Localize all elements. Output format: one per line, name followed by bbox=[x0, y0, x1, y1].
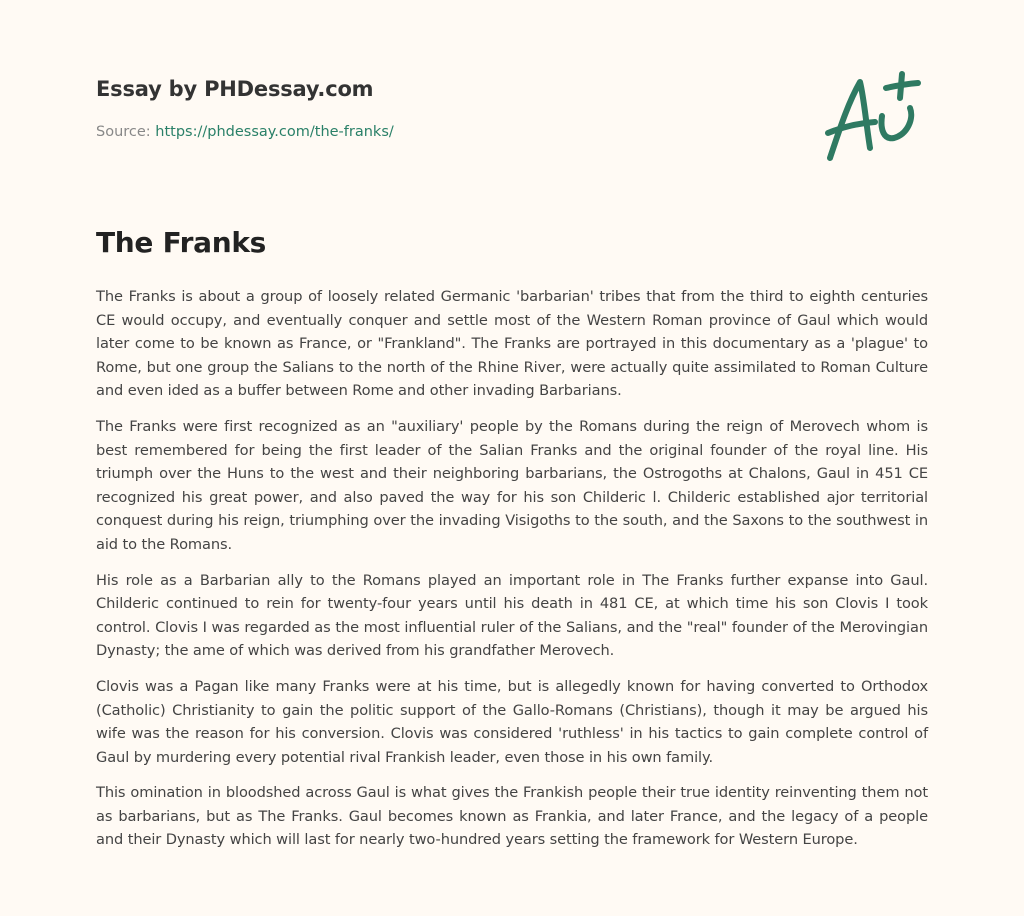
essay-paragraph: The Franks were first recognized as an "auxiliary' people by the Romans during the reign of Merovech whom is best remembered for being the first leader of the Salian Franks and the original founder of the royal line. His triumph over the Huns to the west and their neighboring barbarians, the Ostrogoths at Chalons, Gaul in 451 CE recognized his great power, and also paved the way for his son Childeric l. Childeric established ajor territorial conquest during his reign, triumphing over the invading Visigoths to the south, and the Saxons to the southwest in aid to the Romans. bbox=[96, 417, 928, 553]
essay-body bbox=[96, 285, 928, 864]
source-line bbox=[96, 124, 394, 140]
essay-paragraph: The Franks is about a group of loosely related Germanic 'barbarian' tribes that from the third to eighth centuries CE would occupy, and eventually conquer and settle most of the Western Roman province of Gaul which would later come to be known as France, or "Frankland". The Franks are portrayed in this documentary as a 'plague' to Rome, but one group the Salians to the north of the Rhine River, were actually quite assimilated to Roman Culture and even ided as a buffer between Rome and other invading Barbarians. bbox=[96, 288, 928, 400]
source-label: Source: bbox=[96, 124, 156, 140]
essay-paragraph: Clovis was a Pagan like many Franks were at his time, but is allegedly known for having converted to Orthodox (Catholic) Christianity to gain the politic support of the Gallo-Romans (Christians), though it may be argued his wife was the reason for his conversion. Clovis was considered 'ruthless' in his tactics to gain complete control of Gaul by murdering every potential rival Frankish leader, even those in his own family. bbox=[96, 677, 928, 766]
essay-paragraph: His role as a Barbarian ally to the Romans played an important role in The Franks further expanse into Gaul. Childeric continued to rein for twenty-four years until his death in 481 CE, at which time his son Clovis I took control. Clovis I was regarded as the most influential ruler of the Salians, and the "real" founder of the Merovingian Dynasty; the ame of which was derived from his grandfather Merovech. bbox=[96, 571, 928, 660]
site-title: Essay by PHDessay.com bbox=[96, 77, 374, 101]
essay-paragraph: This omination in bloodshed across Gaul is what gives the Frankish people their true identity reinventing them not as barbarians, but as The Franks. Gaul becomes known as Frankia, and later France, and the legacy of a people and their Dynasty which will last for nearly two-hundred years setting the framework for Western Europe. bbox=[96, 784, 928, 849]
essay-title: The Franks bbox=[96, 226, 267, 259]
a-plus-logo-icon bbox=[820, 68, 930, 168]
source-link[interactable]: https://phdessay.com/the-franks/ bbox=[155, 124, 394, 140]
